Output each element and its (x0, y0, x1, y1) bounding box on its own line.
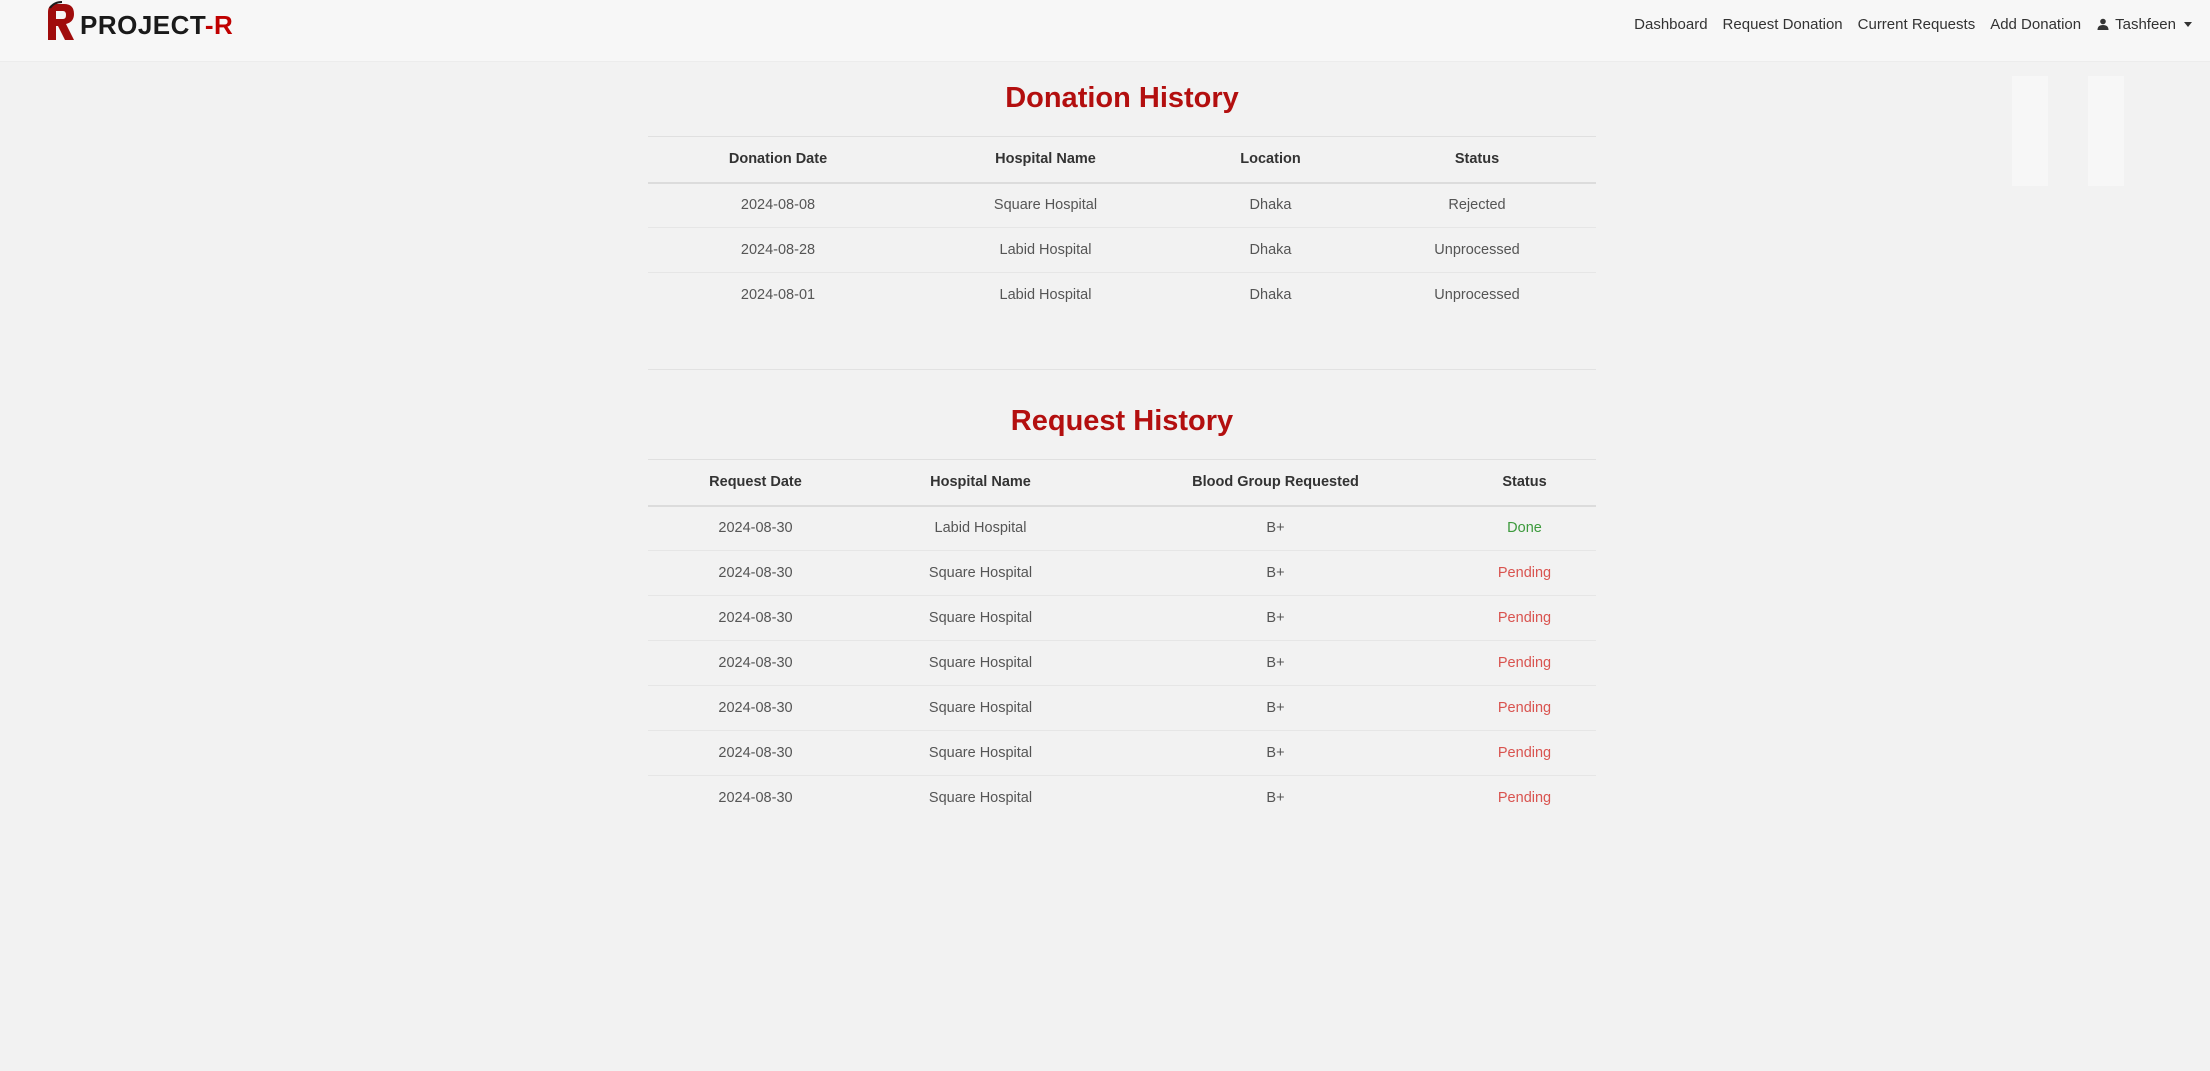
chevron-down-icon (2184, 22, 2192, 27)
table-row (648, 596, 1596, 641)
table-cell: 2024-08-30 (648, 551, 863, 596)
donation-history-title: Donation History (1005, 82, 1239, 114)
table-cell: Dhaka (1183, 273, 1358, 318)
table-cell: Labid Hospital (908, 273, 1183, 318)
table-row (648, 551, 1596, 596)
request-history-title: Request History (1010, 405, 1234, 437)
status-cell: Pending (1453, 551, 1596, 596)
column-header: Status (1358, 137, 1596, 183)
faded-overlay-panel (2012, 76, 2048, 186)
nav-request-donation-link[interactable]: Request Donation (1722, 15, 1843, 33)
user-icon (2097, 18, 2109, 30)
top-navbar (0, 0, 2210, 62)
table-cell: 2024-08-30 (648, 641, 863, 686)
table-cell: Labid Hospital (908, 228, 1183, 273)
table-cell: Dhaka (1183, 228, 1358, 273)
table-cell: B+ (1098, 776, 1453, 821)
table-cell: Labid Hospital (934, 520, 1027, 537)
status-cell: Unprocessed (1358, 273, 1596, 318)
status-cell: Pending (1453, 641, 1596, 686)
nav-add-donation-link[interactable]: Add Donation (1990, 15, 2082, 33)
nav-current-requests-link[interactable]: Current Requests (1857, 15, 1976, 33)
column-header: Request Date (648, 460, 863, 506)
column-header: Status (1453, 460, 1596, 506)
table-row (648, 641, 1596, 686)
status-cell: Pending (1453, 776, 1596, 821)
status-cell: Unprocessed (1358, 228, 1596, 273)
request-history-table (648, 459, 1596, 821)
column-header: Hospital Name (863, 460, 1098, 506)
user-menu-dropdown[interactable] (2097, 16, 2192, 33)
table-cell: B+ (1098, 551, 1453, 596)
brand-name: PROJECT-R (80, 9, 234, 40)
table-row (648, 776, 1596, 821)
table-row (648, 686, 1596, 731)
table-cell: Square Hospital (993, 197, 1098, 214)
table-cell: 2024-08-30 (718, 520, 793, 537)
table-cell: Square Hospital (863, 551, 1098, 596)
column-header: Donation Date (648, 137, 908, 183)
table-cell: Square Hospital (863, 641, 1098, 686)
table-row (648, 731, 1596, 776)
brand-logo-link[interactable] (44, 0, 233, 44)
table-cell: 2024-08-30 (648, 596, 863, 641)
project-r-logo-icon (44, 0, 78, 44)
table-header-row (648, 460, 1596, 506)
table-cell: Square Hospital (863, 776, 1098, 821)
table-cell: 2024-08-28 (648, 228, 908, 273)
table-cell: 2024-08-30 (648, 776, 863, 821)
column-header: Blood Group Requested (1098, 460, 1453, 506)
table-cell: Dhaka (1249, 197, 1292, 214)
table-cell: B+ (1098, 731, 1453, 776)
table-cell: Square Hospital (863, 596, 1098, 641)
table-cell: 2024-08-30 (648, 686, 863, 731)
table-row (648, 273, 1596, 318)
table-header-row (648, 137, 1596, 183)
table-row (648, 506, 1596, 551)
column-header: Hospital Name (908, 137, 1183, 183)
table-cell: Square Hospital (863, 731, 1098, 776)
table-cell: 2024-08-30 (648, 731, 863, 776)
table-cell: B+ (1266, 520, 1285, 537)
table-cell: 2024-08-01 (648, 273, 908, 318)
main-nav (1619, 12, 2192, 36)
table-cell: B+ (1098, 686, 1453, 731)
user-name: Tashfeen (2115, 15, 2176, 33)
table-row (648, 228, 1596, 273)
table-cell: Square Hospital (863, 686, 1098, 731)
status-cell: Done (1507, 520, 1542, 537)
status-cell: Pending (1453, 731, 1596, 776)
status-cell: Rejected (1448, 197, 1506, 214)
table-cell: B+ (1098, 596, 1453, 641)
status-cell: Pending (1453, 596, 1596, 641)
section-divider (648, 369, 1596, 370)
nav-dashboard-link[interactable]: Dashboard (1634, 15, 1708, 33)
donation-history-table (648, 136, 1596, 318)
table-cell: B+ (1098, 641, 1453, 686)
column-header: Location (1183, 137, 1358, 183)
faded-overlay-panel (2088, 76, 2124, 186)
table-cell: 2024-08-08 (740, 197, 816, 214)
table-row (648, 183, 1596, 228)
status-cell: Pending (1453, 686, 1596, 731)
